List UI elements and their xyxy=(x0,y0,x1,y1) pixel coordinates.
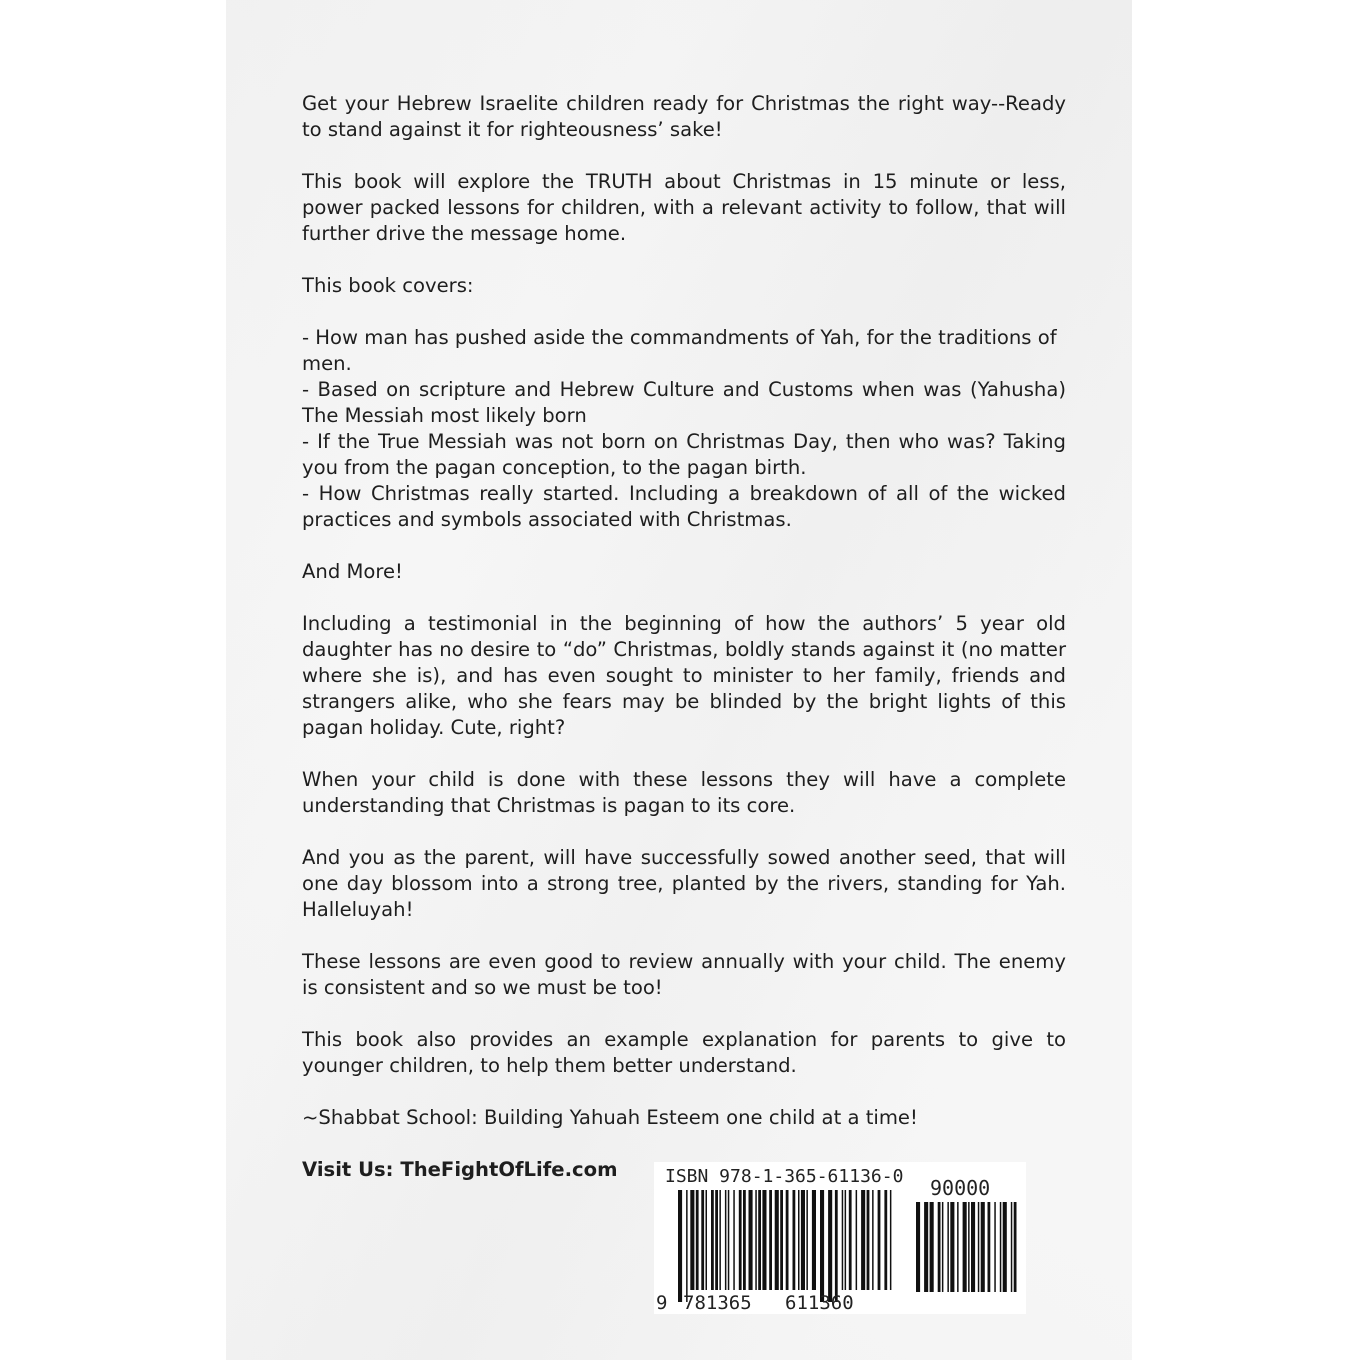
barcode-bar xyxy=(957,1202,959,1292)
barcode-bar xyxy=(988,1202,991,1292)
list-item: - Based on scripture and Hebrew Culture and Customs when was (Yahusha) The Messiah most likely born xyxy=(302,378,1066,427)
barcode-bar xyxy=(971,1202,975,1292)
barcode-bar xyxy=(849,1190,852,1290)
barcode-first-digit: 9 xyxy=(656,1292,668,1314)
barcode-bar xyxy=(890,1190,892,1290)
barcode-bar xyxy=(924,1202,928,1292)
intro-paragraph: Get your Hebrew Israelite children ready for Christmas the right way--Ready to stand against it for righteousness’ sake! xyxy=(302,92,1066,141)
barcode-bar xyxy=(743,1190,746,1290)
testimonial-paragraph: Including a testimonial in the beginning of how the authors’ 5 year old daughter has no desire to “do” Christmas, boldly stands against it (no matter where she is), and has even sought to minister to her family, friends and strangers alike, who she fears may be blinded by the bright lights of this pagan holiday. Cute, right? xyxy=(302,612,1066,739)
barcode-bar xyxy=(820,1190,824,1302)
barcode-bar xyxy=(706,1190,708,1290)
and-more-paragraph: And More! xyxy=(302,560,403,583)
explore-paragraph: This book will explore the TRUTH about Christmas in 15 minute or less, power packed lessons for children, with a relevant activity to follow, that will further drive the message home. xyxy=(302,170,1066,245)
barcode-bar xyxy=(968,1202,970,1292)
signature-line: ~Shabbat School: Building Yahuah Esteem one child at a time! xyxy=(302,1106,918,1129)
barcode-bar xyxy=(842,1190,844,1290)
barcode-bar xyxy=(719,1190,721,1290)
addon-barcode-bars xyxy=(916,1202,1017,1292)
isbn-barcode xyxy=(654,1162,1026,1314)
barcode-bar xyxy=(947,1202,949,1292)
barcode-bar xyxy=(930,1202,934,1292)
barcode-bar xyxy=(942,1202,944,1292)
barcode-bar xyxy=(701,1190,704,1290)
barcode-bar xyxy=(690,1190,694,1290)
barcode-bar xyxy=(981,1202,985,1292)
barcode-bar xyxy=(1003,1202,1007,1292)
barcode-bar xyxy=(845,1190,847,1290)
list-item: - How man has pushed aside the commandments of Yah, for the traditions of men. xyxy=(302,326,1057,375)
barcode-bar xyxy=(758,1190,761,1290)
barcode-bar xyxy=(715,1190,718,1290)
barcode-bar xyxy=(884,1190,887,1290)
barcode-bar xyxy=(739,1190,742,1290)
barcode-bar xyxy=(835,1190,838,1302)
barcode-bar xyxy=(828,1190,832,1302)
book-back-cover xyxy=(226,0,1132,1360)
barcode-bar xyxy=(938,1202,941,1292)
barcode-bar xyxy=(861,1190,865,1290)
barcode-bar xyxy=(678,1190,682,1302)
when-done-paragraph: When your child is done with these lessons they will have a complete understanding that Christmas is pagan to its core. xyxy=(302,768,1066,817)
description-text xyxy=(302,91,1066,1209)
covers-list xyxy=(302,325,1066,533)
isbn-label: ISBN 978-1-365-61136-0 xyxy=(665,1166,904,1187)
barcode-bar xyxy=(1000,1202,1002,1292)
barcode-bar xyxy=(872,1190,874,1290)
barcode-bar xyxy=(749,1190,753,1290)
younger-paragraph: This book also provides an example explanation for parents to give to younger children, to help them better understand. xyxy=(302,1028,1066,1077)
barcode-bar xyxy=(978,1202,980,1292)
barcode-bar xyxy=(812,1190,816,1290)
barcode-bar xyxy=(856,1190,858,1290)
main-barcode-bars xyxy=(678,1190,891,1302)
barcode-bar xyxy=(798,1190,800,1290)
barcode-bar xyxy=(867,1190,870,1290)
barcode-bar xyxy=(725,1190,727,1290)
barcode-bar xyxy=(686,1190,688,1302)
price-code: 90000 xyxy=(930,1176,991,1200)
barcode-left-digits: 781365 xyxy=(683,1292,752,1314)
parent-paragraph: And you as the parent, will have successfully sowed another seed, that will one day blossom into a strong tree, planted by the rivers, standing for Yah. Halleluyah! xyxy=(302,846,1066,921)
barcode-bar xyxy=(916,1202,920,1292)
barcode-bar xyxy=(733,1190,735,1290)
barcode-bar xyxy=(762,1190,766,1290)
barcode-right-digits: 611360 xyxy=(785,1292,854,1314)
barcode-bar xyxy=(994,1202,996,1292)
barcode-bar xyxy=(1014,1202,1017,1292)
barcode-bar xyxy=(878,1190,881,1290)
barcode-bar xyxy=(780,1190,783,1290)
barcode-bar xyxy=(963,1202,967,1292)
barcode-bar xyxy=(711,1190,714,1290)
list-item: - If the True Messiah was not born on Christmas Day, then who was? Taking you from the pagan conception, to the pagan birth. xyxy=(302,430,1066,479)
list-item: - How Christmas really started. Including a breakdown of all of the wicked practices and symbols associated with Christmas. xyxy=(302,482,1066,531)
barcode-bar xyxy=(769,1190,772,1290)
covers-heading: This book covers: xyxy=(302,274,474,297)
review-paragraph: These lessons are even good to review annually with your child. The enemy is consistent and so we must be too! xyxy=(302,950,1066,999)
barcode-bar xyxy=(806,1190,808,1290)
barcode-bar xyxy=(755,1190,757,1290)
website-link[interactable]: Visit Us: TheFightOfLife.com xyxy=(302,1158,618,1181)
barcode-bar xyxy=(786,1190,789,1290)
barcode-bar xyxy=(1011,1202,1013,1292)
barcode-bar xyxy=(793,1190,796,1290)
barcode-bar xyxy=(696,1190,699,1290)
barcode-bar xyxy=(728,1190,730,1290)
barcode-graphic xyxy=(654,1162,1026,1314)
barcode-bar xyxy=(950,1202,954,1292)
barcode-bar xyxy=(775,1190,779,1290)
barcode-bar xyxy=(801,1190,805,1290)
